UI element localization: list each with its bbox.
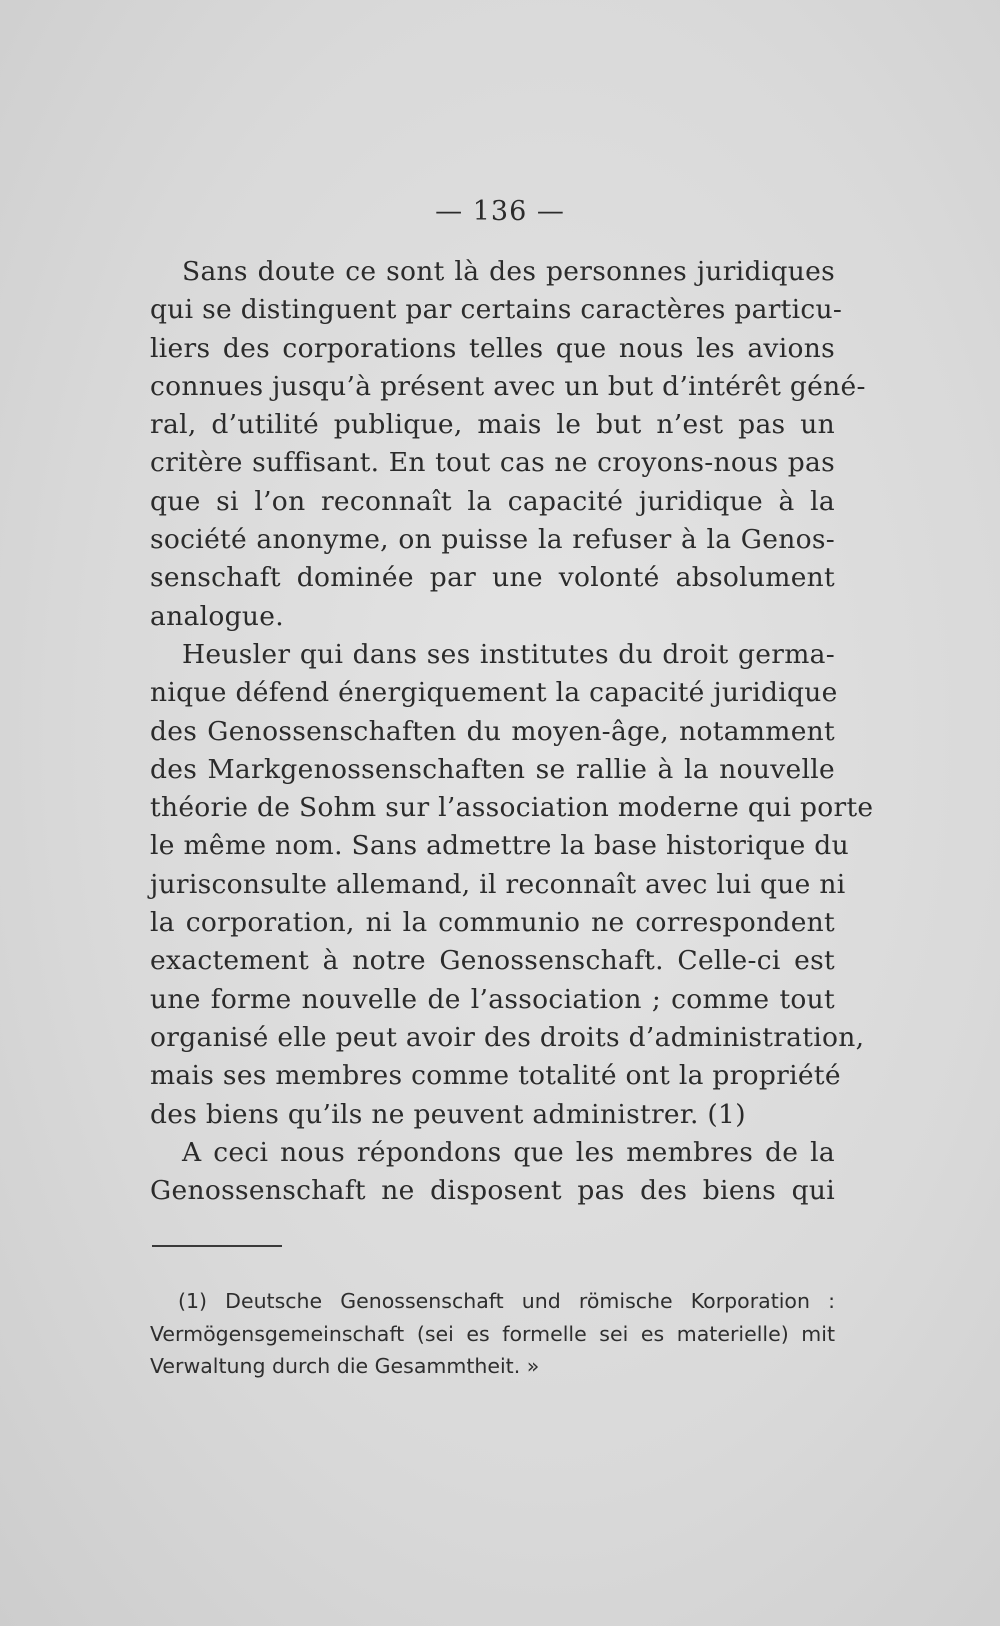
text-line: senschaft dominée par une volonté absolument (150, 562, 835, 594)
footnote-text: Deutsche Genossenschaft und römische Korporation : (225, 1289, 835, 1313)
text-line: des biens qu’ils ne peuvent administrer. (1) (150, 1098, 746, 1130)
text-line: que si l’on reconnaît la capacité juridique à la (150, 485, 835, 517)
text-line: société anonyme, on puisse la refuser à la Genos- (150, 524, 835, 556)
text-line: des Markgenossenschaften se rallie à la nouvelle (150, 753, 835, 785)
text-line: exactement à notre Genossenschaft. Celle-ci est (150, 945, 835, 977)
text-line: des Genossenschaften du moyen-âge, notamment (150, 715, 835, 747)
footnote-line: Vermögensgemeinschaft (sei es formelle sei es materielle) mit (150, 1321, 835, 1346)
paragraph-1 (150, 253, 866, 636)
text-line: Heusler qui dans ses institutes du droit germa- (182, 638, 835, 670)
text-line: nique défend énergiquement la capacité juridique (150, 677, 838, 709)
text-line: analogue. (150, 600, 284, 632)
footnote-marker: (1) (178, 1289, 208, 1313)
text-line: qui se distinguent par certains caractères particu- (150, 294, 843, 326)
text-line: la corporation, ni la communio ne correspondent (150, 907, 835, 939)
body-text (150, 253, 874, 1210)
text-line: une forme nouvelle de l’association ; comme tout (150, 983, 835, 1015)
text-line: théorie de Sohm sur l’association moderne qui porte (150, 792, 874, 824)
text-line: critère suffisant. En tout cas ne croyons-nous pas (150, 447, 835, 479)
text-line: connues jusqu’à présent avec un but d’intérêt géné- (150, 370, 866, 402)
footnote-rule (152, 1245, 282, 1247)
text-line: Sans doute ce sont là des personnes juridiques (182, 256, 835, 287)
text-line: Genossenschaft ne disposent pas des biens qui (150, 1175, 835, 1207)
text-line: mais ses membres comme totalité ont la propriété (150, 1060, 841, 1092)
text-line: jurisconsulte allemand, il reconnaît avec lui que ni (150, 868, 846, 900)
footnote (150, 1285, 835, 1383)
paragraph-3 (150, 1134, 835, 1211)
footnote-line: Verwaltung durch die Gesammtheit. » (150, 1354, 540, 1378)
text-line: liers des corporations telles que nous les avions (150, 332, 835, 364)
text-line: ral, d’utilité publique, mais le but n’est pas un (150, 409, 835, 441)
paragraph-2 (150, 636, 874, 1134)
footnote-line (150, 1285, 835, 1318)
text-line: organisé elle peut avoir des droits d’administration, (150, 1021, 865, 1053)
text-line: A ceci nous répondons que les membres de la (182, 1136, 835, 1168)
page-number: — 136 — (435, 196, 565, 227)
text-line: le même nom. Sans admettre la base historique du (150, 830, 849, 862)
